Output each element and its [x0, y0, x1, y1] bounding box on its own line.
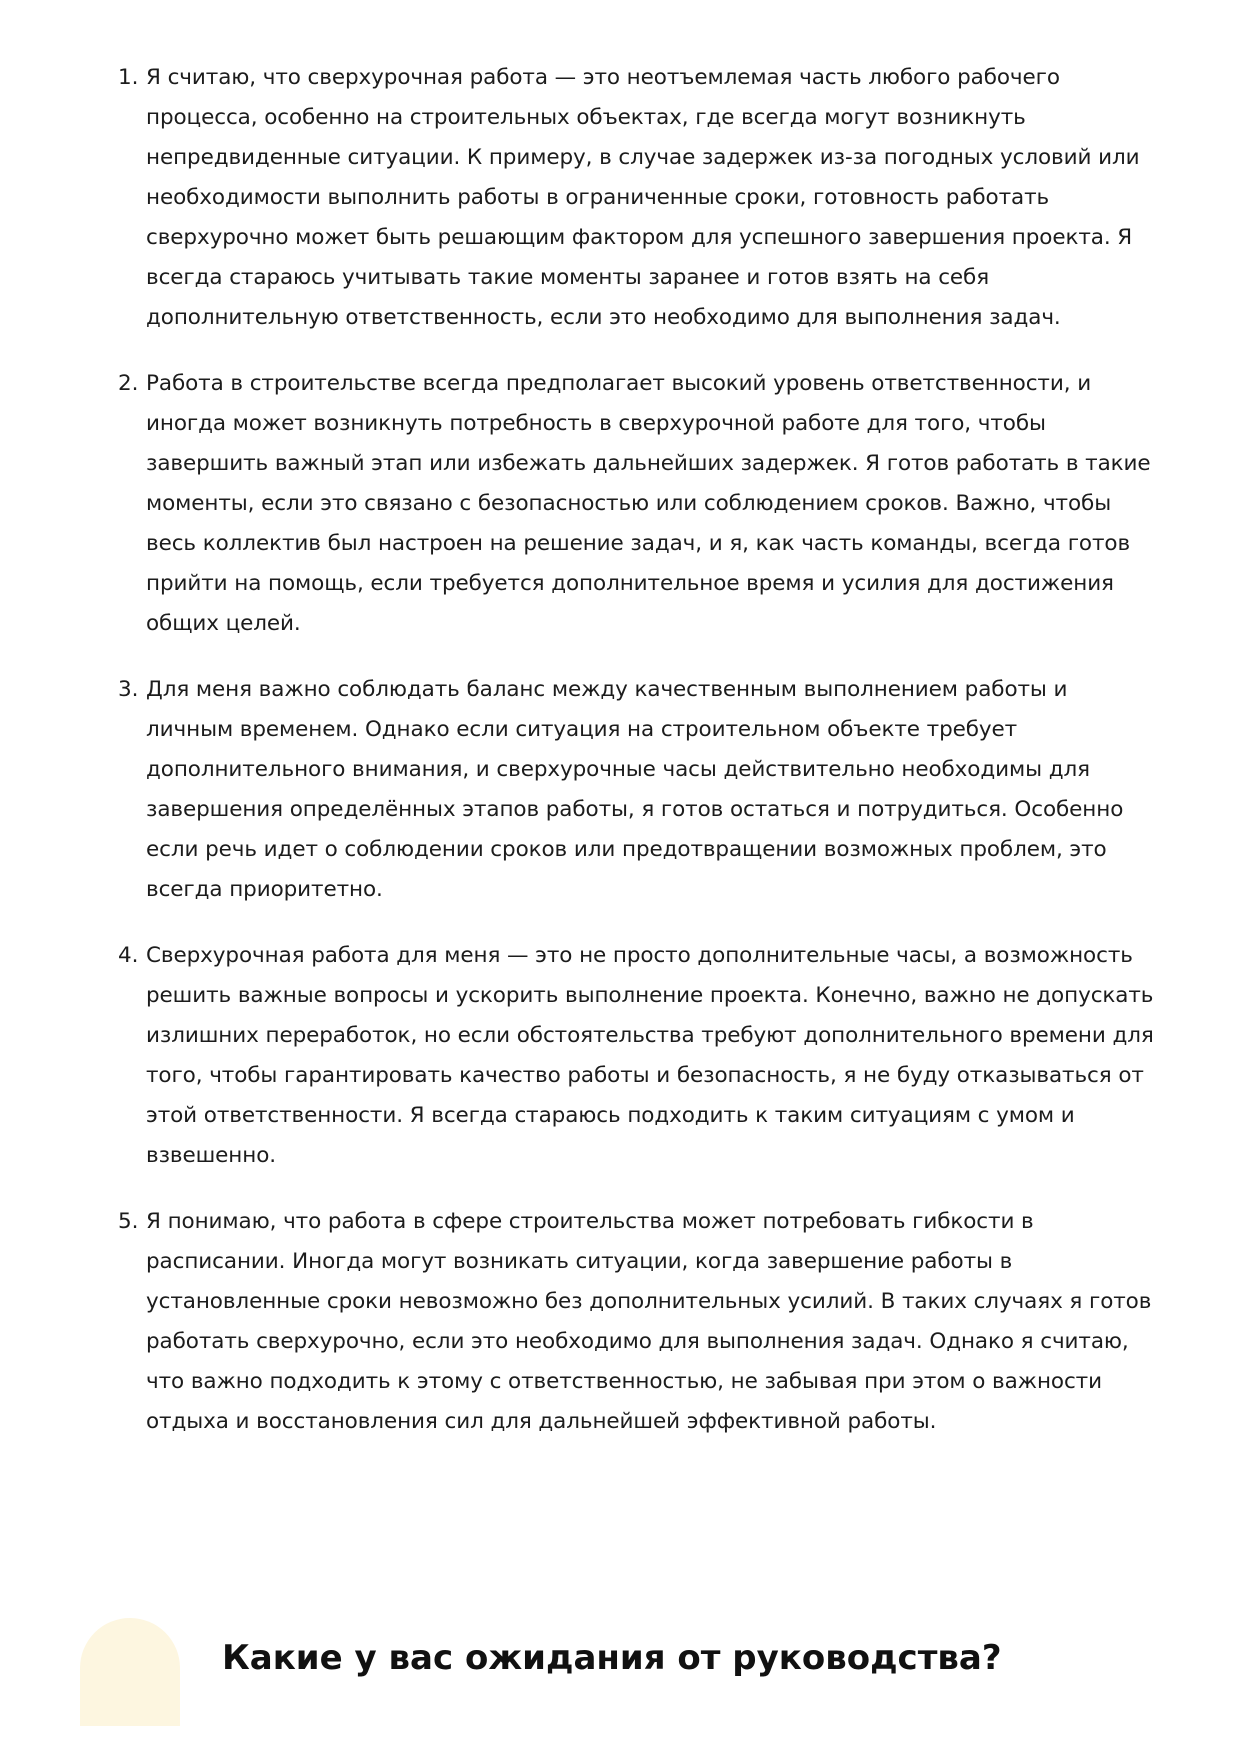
answer-item-2: [118, 364, 1158, 644]
answer-item-4: [118, 936, 1158, 1176]
answer-text: Работа в строительстве всегда предполагает высокий уровень ответственности, и иногда может возникнуть потребность в сверхурочной работе для того, чтобы завершить важный этап или избежать дальнейших задержек. Я готов работать в такие моменты, если это связано с безопасностью или соблюдением сроков. Важно, чтобы весь коллектив был настроен на решение задач, и я, как часть команды, всегда готов прийти на помощь, если требуется дополнительное время и усилия для достижения общих целей.: [146, 371, 1151, 636]
answer-number: 3.: [118, 677, 139, 702]
answer-number: 2.: [118, 371, 139, 396]
answer-number: 1.: [118, 65, 139, 90]
answer-text: Для меня важно соблюдать баланс между качественным выполнением работы и личным временем. Однако если ситуация на строительном объекте требует дополнительного внимания, и сверхурочные часы действительно необходимы для завершения определённых этапов работы, я готов остаться и потрудиться. Особенно если речь идет о соблюдении сроков или предотвращении возможных проблем, это всегда приоритетно.: [146, 677, 1124, 902]
answer-item-1: [118, 58, 1158, 338]
answer-number: 4.: [118, 943, 139, 968]
answer-item-3: [118, 670, 1158, 910]
answer-number: 5.: [118, 1209, 139, 1234]
answer-item-5: [118, 1202, 1158, 1442]
answer-text: Я понимаю, что работа в сфере строительства может потребовать гибкости в расписании. Иногда могут возникать ситуации, когда завершение работы в установленные сроки невозможно без дополнительных усилий. В таких случаях я готов работать сверхурочно, если это необходимо для выполнения задач. Однако я считаю, что важно подходить к этому с ответственностью, не забывая при этом о важности отдыха и восстановления сил для дальнейшей эффективной работы.: [146, 1209, 1152, 1434]
answer-text: Сверхурочная работа для меня — это не просто дополнительные часы, а возможность решить важные вопросы и ускорить выполнение проекта. Конечно, важно не допускать излишних переработок, но если обстоятельства требуют дополнительного времени для того, чтобы гарантировать качество работы и безопасность, я не буду отказываться от этой ответственности. Я всегда стараюсь подходить к таким ситуациям с умом и взвешенно.: [146, 943, 1154, 1168]
answers-list: [118, 58, 1158, 1468]
answer-text: Я считаю, что сверхурочная работа — это неотъемлемая часть любого рабочего процесса, особенно на строительных объектах, где всегда могут возникнуть непредвиденные ситуации. К примеру, в случае задержек из-за погодных условий или необходимости выполнить работы в ограниченные сроки, готовность работать сверхурочно может быть решающим фактором для успешного завершения проекта. Я всегда стараюсь учитывать такие моменты заранее и готов взять на себя дополнительную ответственность, если это необходимо для выполнения задач.: [146, 65, 1140, 330]
section-decoration-blob: [80, 1618, 180, 1726]
next-section-title: Какие у вас ожидания от руководства?: [222, 1638, 1002, 1678]
